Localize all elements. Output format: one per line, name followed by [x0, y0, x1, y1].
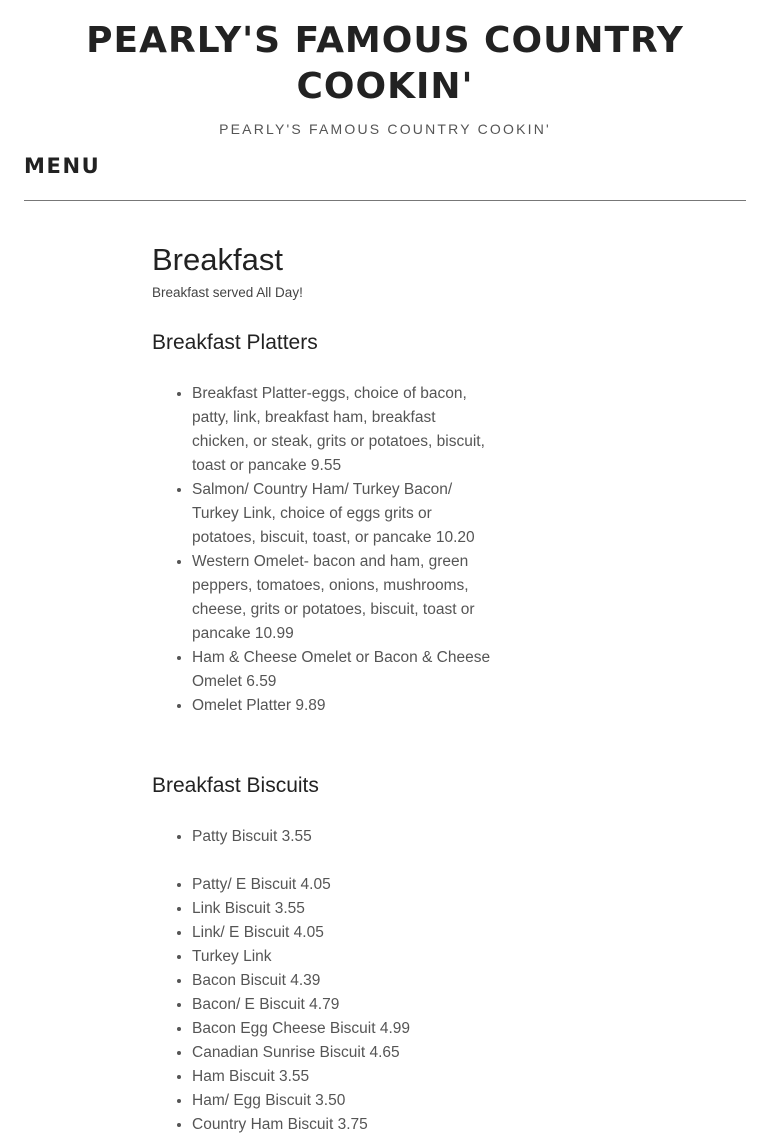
section-heading-platters: Breakfast Platters [152, 331, 318, 354]
biscuits-list-first [152, 825, 492, 849]
page-content [152, 240, 492, 1137]
list-item: • Western Omelet- bacon and ham, green peppers, tomatoes, onions, mushrooms, cheese, grits or potatoes, biscuit, toast or pancake 10.99 [192, 550, 492, 646]
platters-list [152, 382, 492, 718]
list-item: • Bacon Biscuit 4.39 [192, 969, 492, 993]
list-item: • Link Biscuit 3.55 [192, 897, 492, 921]
list-item: • Ham & Cheese Omelet or Bacon & Cheese Omelet 6.59 [192, 646, 492, 694]
menu-toggle-button[interactable]: MENU [24, 154, 101, 178]
list-item: • Omelet Platter 9.89 [192, 694, 492, 718]
page-title: Breakfast [152, 242, 283, 277]
list-item: • Country Ham Biscuit 3.75 [192, 1113, 492, 1137]
list-item: • Bacon Egg Cheese Biscuit 4.99 [192, 1017, 492, 1041]
list-item: • Salmon/ Country Ham/ Turkey Bacon/ Turkey Link, choice of eggs grits or potatoes, biscuit, toast, or pancake 10.20 [192, 478, 492, 550]
site-header [0, 0, 770, 138]
main-navigation [24, 150, 746, 201]
list-item: • Patty Biscuit 3.55 [192, 825, 492, 849]
list-item: • Ham Biscuit 3.55 [192, 1065, 492, 1089]
list-item: • Link/ E Biscuit 4.05 [192, 921, 492, 945]
biscuits-list [152, 873, 492, 1137]
list-item: • Patty/ E Biscuit 4.05 [192, 873, 492, 897]
list-item: • Breakfast Platter-eggs, choice of bacon, patty, link, breakfast ham, breakfast chicken, or steak, grits or potatoes, biscuit, toast or pancake 9.55 [192, 382, 492, 478]
list-item: • Turkey Link [192, 945, 492, 969]
page-note: Breakfast served All Day! [152, 285, 303, 300]
site-title[interactable]: PEARLY'S FAMOUS COUNTRY COOKIN' [86, 20, 684, 107]
site-tagline: PEARLY'S FAMOUS COUNTRY COOKIN' [219, 121, 551, 137]
list-item: • Bacon/ E Biscuit 4.79 [192, 993, 492, 1017]
list-item: • Ham/ Egg Biscuit 3.50 [192, 1089, 492, 1113]
list-item: • Canadian Sunrise Biscuit 4.65 [192, 1041, 492, 1065]
section-heading-biscuits: Breakfast Biscuits [152, 774, 319, 797]
